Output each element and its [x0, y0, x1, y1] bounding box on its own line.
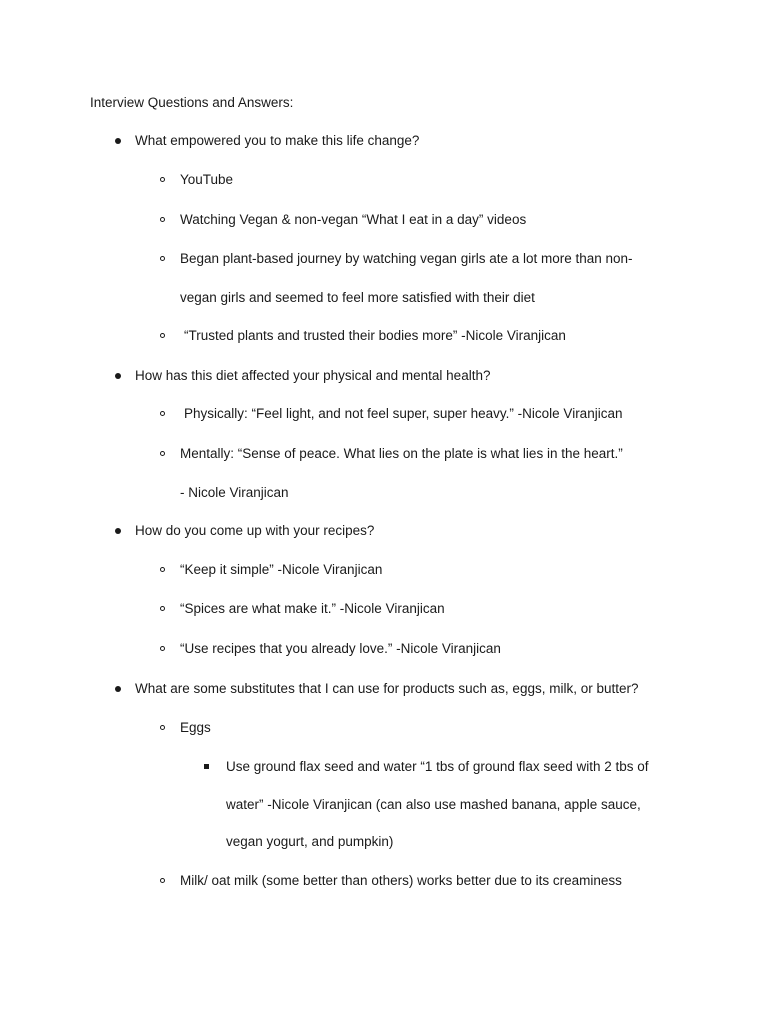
answer-line: Mentally: “Sense of peace. What lies on the plate is what lies in the heart.” [180, 446, 623, 461]
bullet-marker [115, 528, 121, 534]
answer-line-continued: vegan girls and seemed to feel more satisfied with their diet [180, 290, 535, 305]
sub-answer-line-continued: water” -Nicole Viranjican (can also use mashed banana, apple sauce, [226, 797, 641, 812]
circle-marker [160, 451, 165, 456]
answer-line: “Spices are what make it.” -Nicole Viranjican [180, 601, 445, 616]
sub-answer-line: Use ground flax seed and water “1 tbs of ground flax seed with 2 tbs of [226, 759, 649, 774]
answer-line: Physically: “Feel light, and not feel super, super heavy.” -Nicole Viranjican [184, 406, 623, 421]
bullet-marker [115, 138, 121, 144]
question-4: What are some substitutes that I can use for products such as, eggs, milk, or butter? [135, 681, 639, 696]
answer-line: YouTube [180, 172, 234, 187]
circle-marker [160, 411, 165, 416]
bullet-marker [115, 373, 121, 379]
question-3: How do you come up with your recipes? [135, 523, 375, 538]
circle-marker [160, 878, 165, 883]
answer-line: Watching Vegan & non-vegan “What I eat in a day” videos [180, 212, 527, 227]
circle-marker [160, 606, 165, 611]
circle-marker [160, 333, 165, 338]
answer-line: Milk/ oat milk (some better than others) works better due to its creaminess [180, 873, 622, 888]
circle-marker [160, 567, 165, 572]
answer-line: Began plant-based journey by watching vegan girls ate a lot more than non- [180, 251, 633, 266]
answer-line: “Keep it simple” -Nicole Viranjican [180, 562, 383, 577]
question-1: What empowered you to make this life change? [135, 133, 420, 148]
circle-marker [160, 256, 165, 261]
bullet-marker [115, 686, 121, 692]
circle-marker [160, 646, 165, 651]
circle-marker [160, 725, 165, 730]
answer-line: “Use recipes that you already love.” -Nicole Viranjican [180, 641, 501, 656]
document-heading: Interview Questions and Answers: [90, 95, 294, 110]
question-2: How has this diet affected your physical and mental health? [135, 368, 491, 383]
square-marker [204, 764, 209, 769]
sub-answer-line-continued: vegan yogurt, and pumpkin) [226, 834, 394, 849]
circle-marker [160, 217, 165, 222]
answer-line-continued: - Nicole Viranjican [180, 485, 289, 500]
answer-line: Eggs [180, 720, 211, 735]
answer-line: “Trusted plants and trusted their bodies more” -Nicole Viranjican [184, 328, 566, 343]
circle-marker [160, 177, 165, 182]
